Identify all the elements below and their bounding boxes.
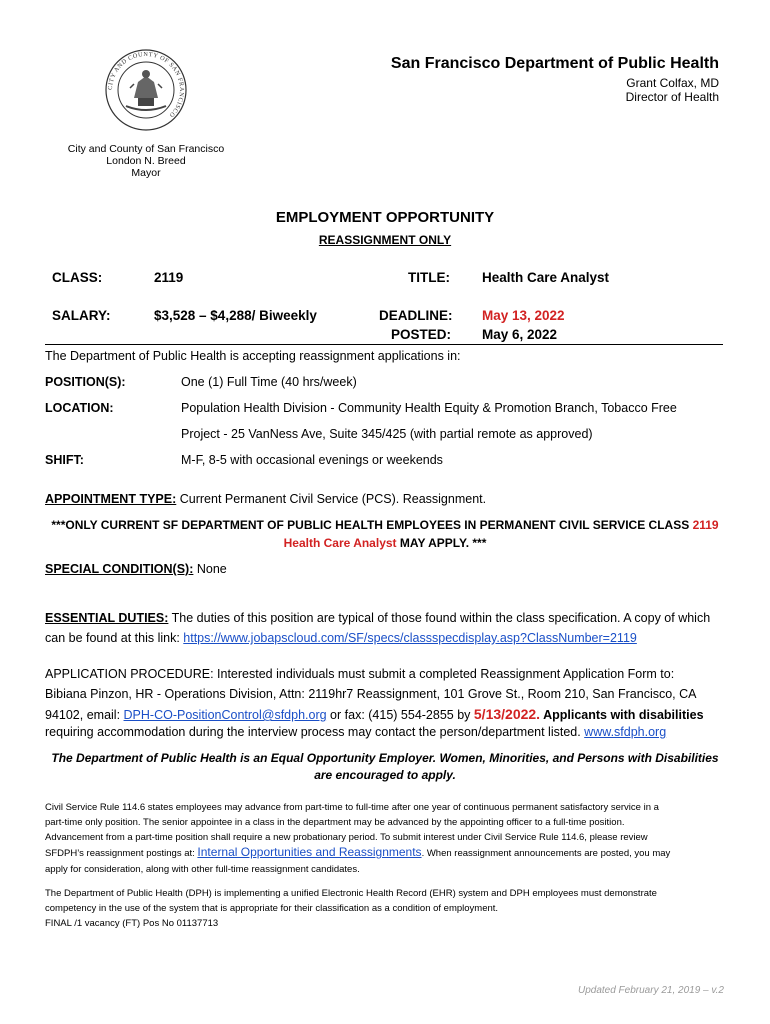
divider <box>45 344 723 345</box>
notice-text-end: MAY APPLY. *** <box>396 536 487 550</box>
city-seal-logo <box>104 48 188 132</box>
class-value: 2119 <box>154 270 184 285</box>
class-label: CLASS: <box>52 270 103 285</box>
deadline-label: DEADLINE: <box>379 308 453 323</box>
eeo-line2: are encouraged to apply. <box>314 768 456 782</box>
location-label: LOCATION: <box>45 401 114 415</box>
duties-label: ESSENTIAL DUTIES: <box>45 611 169 625</box>
footer-version: Updated February 21, 2019 – v.2 <box>577 985 724 996</box>
title-value: Health Care Analyst <box>482 270 610 285</box>
application-line2: Bibiana Pinzon, HR - Operations Division, Attn: 2119hr7 Reassignment, 101 Grove St., Room 210, San Francisco, CA <box>45 687 697 701</box>
application-text-2: or fax: (415) 554-2855 by <box>326 708 474 722</box>
duties-text: The duties of this position are typical of those found within the class specification. A copy of which <box>168 611 711 625</box>
appointment-label: APPOINTMENT TYPE: <box>45 492 177 506</box>
essential-duties-line1 <box>45 611 710 625</box>
notice-text: ***ONLY CURRENT SF DEPARTMENT OF PUBLIC HEALTH EMPLOYEES IN PERMANENT CIVIL SERVICE CLASS <box>51 518 693 532</box>
location-line2: Project - 25 VanNess Ave, Suite 345/425 (with partial remote as approved) <box>181 427 593 441</box>
email-link[interactable]: DPH-CO-PositionControl@sfdph.org <box>123 708 327 722</box>
ehr-line1: The Department of Public Health (DPH) is implementing a unified Electronic Health Record (EHR) system and DPH employees must demonstrate <box>45 888 657 899</box>
eligibility-notice-line2 <box>0 536 770 550</box>
director-name: Grant Colfax, MD <box>626 76 719 90</box>
eeo-line1: The Department of Public Health is an Equal Opportunity Employer. Women, Minorities, and Persons with Disabilities <box>51 751 719 765</box>
position-value: One (1) Full Time (40 hrs/week) <box>181 375 357 389</box>
application-line3 <box>45 706 704 722</box>
application-line4 <box>45 725 666 739</box>
notice-class: 2119 <box>692 518 719 532</box>
mayor-name: London N. Breed <box>106 155 186 167</box>
rule-line3: Advancement from a part-time position shall require a new probationary period. To submit interest under Civil Service Rule 114.6, please review <box>45 832 648 843</box>
posted-value: May 6, 2022 <box>482 327 558 342</box>
website-link[interactable]: www.sfdph.org <box>584 725 667 739</box>
application-line1: APPLICATION PROCEDURE: Interested individuals must submit a completed Reassignment Application Form to: <box>45 667 675 681</box>
intro-text: The Department of Public Health is accepting reassignment applications in: <box>45 349 461 363</box>
application-text: 94102, email: <box>45 708 124 722</box>
rule-line4 <box>45 845 670 859</box>
seal-ring-text: CITY AND COUNTY OF SAN FRANCISCO <box>106 50 186 119</box>
appointment-type <box>45 492 486 506</box>
application-deadline: 5/13/2022. <box>473 706 541 722</box>
page-title: EMPLOYMENT OPPORTUNITY <box>275 209 495 226</box>
title-label: TITLE: <box>408 270 450 285</box>
salary-label: SALARY: <box>52 308 111 323</box>
mayor-title: Mayor <box>131 167 161 179</box>
city-name: City and County of San Francisco <box>67 143 225 155</box>
rule-text-4b: . When reassignment announcements are posted, you may <box>421 848 671 859</box>
rule-line2: part-time only position. The senior appointee in a class in the department may be advanced by the appointing officer to a full-time position. <box>45 817 625 828</box>
ehr-line3: FINAL /1 vacancy (FT) Pos No 01137713 <box>45 918 219 929</box>
page-subtitle: REASSIGNMENT ONLY <box>318 233 452 247</box>
duties-text-2: can be found at this link: <box>45 631 184 645</box>
application-text-4: requiring accommodation during the interview process may contact the person/department listed. <box>45 725 585 739</box>
class-spec-link[interactable]: https://www.jobapscloud.com/SF/specs/classspecdisplay.asp?ClassNumber=2119 <box>183 631 637 645</box>
special-value: None <box>193 562 227 576</box>
shift-label: SHIFT: <box>45 453 84 467</box>
appointment-value: Current Permanent Civil Service (PCS). Reassignment. <box>176 492 487 506</box>
eligibility-notice-line1 <box>0 518 770 532</box>
special-conditions <box>45 562 227 576</box>
rule-line1: Civil Service Rule 114.6 states employees may advance from part-time to full-time after one year of continuous permanent satisfactory service in a <box>45 802 659 813</box>
shift-value: M-F, 8-5 with occasional evenings or weekends <box>181 453 443 467</box>
location-line1: Population Health Division - Community Health Equity & Promotion Branch, Tobacco Free <box>181 401 677 415</box>
posted-label: POSTED: <box>391 327 452 342</box>
department-name: San Francisco Department of Public Health <box>390 55 719 72</box>
rule-text-4: SFDPH’s reassignment postings at: <box>45 848 198 859</box>
internal-opportunities-link[interactable]: Internal Opportunities and Reassignments <box>197 845 422 859</box>
director-title: Director of Health <box>625 90 719 104</box>
application-text-3: Applicants with disabilities <box>540 708 704 722</box>
notice-title: Health Care Analyst <box>283 536 397 550</box>
deadline-value: May 13, 2022 <box>482 308 565 323</box>
ehr-line2: competency in the use of the system that is appropriate for their classification as a condition of employment. <box>45 903 499 914</box>
salary-value: $3,528 – $4,288/ Biweekly <box>154 308 317 323</box>
special-label: SPECIAL CONDITION(S): <box>45 562 194 576</box>
essential-duties-line2 <box>45 631 637 645</box>
position-label: POSITION(S): <box>45 375 126 389</box>
rule-line5: apply for consideration, along with other full-time reassignment candidates. <box>45 864 360 875</box>
